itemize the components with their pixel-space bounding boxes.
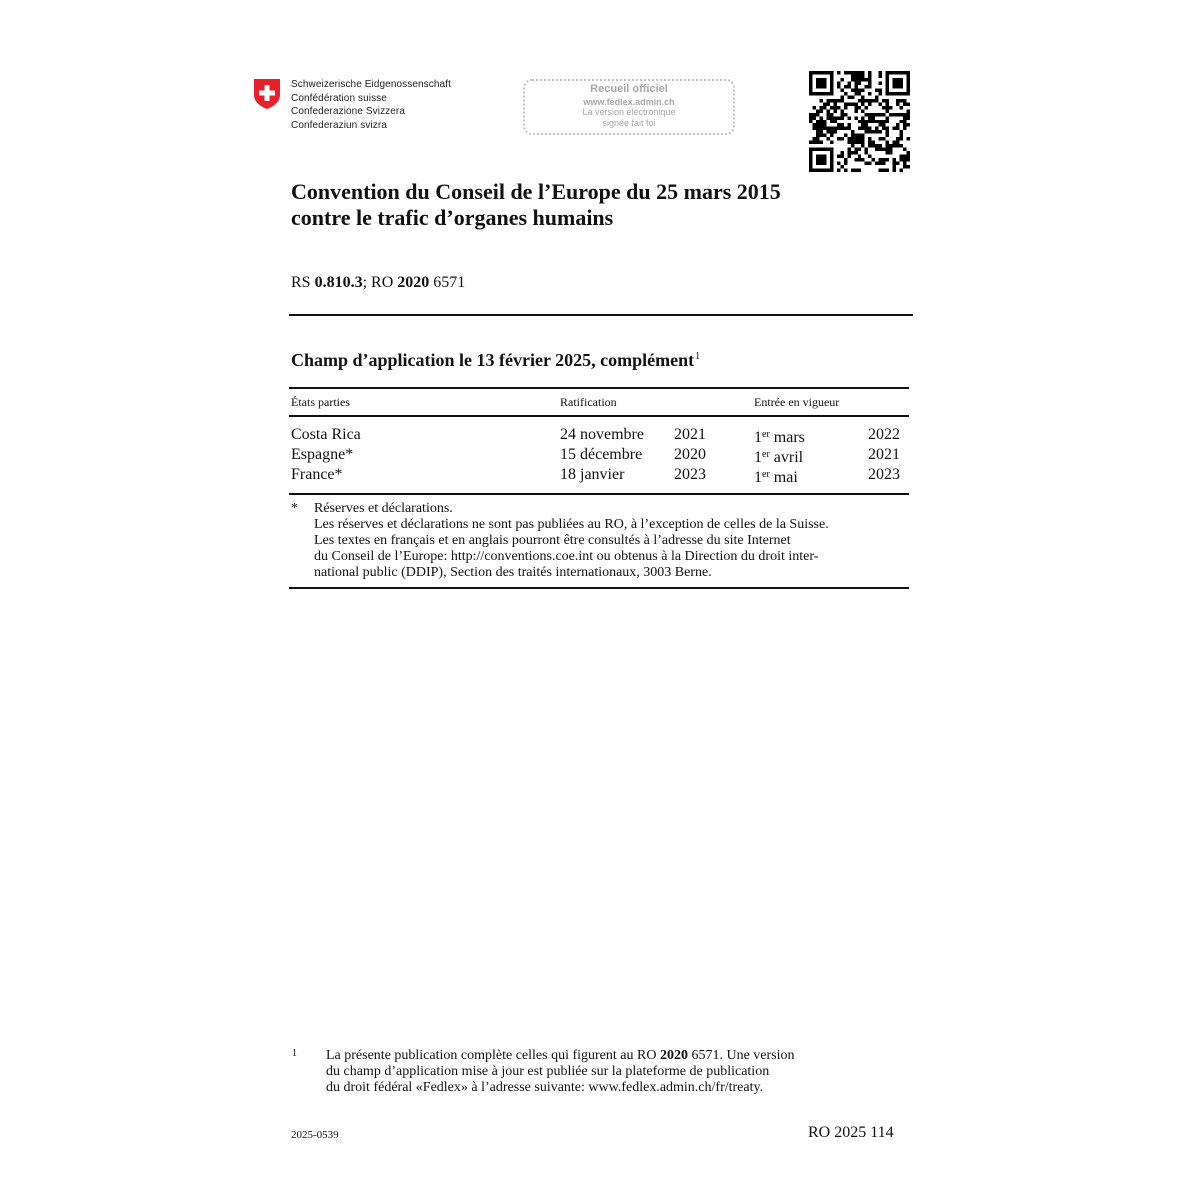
footnote-line-1: La présente publication complète celles qui figurent au RO 2020 6571. Une version — [326, 1048, 795, 1063]
note-line: Les réserves et déclarations ne sont pas publiées au RO, à l’exception de celles de la Suisse. — [314, 517, 829, 532]
table-row-ratification-date: 18 janvier — [560, 466, 625, 483]
table-top-rule — [289, 387, 909, 389]
table-row-ratification-year: 2021 — [674, 426, 706, 443]
title-line-1: Convention du Conseil de l’Europe du 25 mars 2015 — [291, 179, 781, 204]
table-row-entry-year: 2022 — [868, 426, 900, 443]
note-line: Réserves et déclarations. — [314, 501, 453, 516]
stamp-url: www.fedlex.admin.ch — [583, 97, 675, 107]
note-marker: * — [291, 501, 298, 516]
document-title — [291, 179, 781, 231]
swiss-cross-icon — [253, 78, 281, 110]
ro-page: 6571 — [429, 274, 466, 291]
scope-heading-text: Champ d’application le 13 février 2025, complément — [291, 350, 695, 370]
table-header-rule — [289, 415, 909, 417]
header-states: États parties — [291, 395, 350, 409]
table-bottom-rule — [289, 493, 909, 495]
stamp-title: Recueil officiel — [590, 83, 668, 95]
footnote-line-2: du champ d’application mise à jour est publiée sur la plateforme de publication — [326, 1064, 770, 1079]
ro-year: 2020 — [397, 274, 430, 291]
confederation-name-de: Schweizerische Eidgenossenschaft — [291, 79, 451, 90]
table-row-ratification-date: 15 décembre — [560, 446, 643, 463]
rs-prefix: RS — [291, 274, 315, 291]
table-row-entry-date: 1er mai — [754, 469, 798, 486]
footnote-number: 1 — [292, 1048, 297, 1059]
confederation-name-rm: Confederaziun svizra — [291, 119, 387, 131]
ro-reference: RO 2025 114 — [808, 1124, 894, 1141]
note-bottom-rule — [289, 587, 909, 589]
confederation-name-it: Confederazione Svizzera — [291, 106, 406, 117]
table-row-ratification-date: 24 novembre — [560, 426, 644, 443]
table-row-entry-year: 2021 — [868, 446, 900, 463]
scope-heading — [291, 350, 700, 371]
confederation-names — [291, 78, 451, 132]
header-entry: Entrée en vigueur — [754, 395, 840, 409]
table-row-ratification-year: 2023 — [674, 466, 706, 483]
table-row-entry-year: 2023 — [868, 466, 900, 483]
table-row-state: Costa Rica — [291, 426, 361, 443]
header-ratification: Ratification — [560, 395, 617, 409]
table-row-entry-date: 1er mars — [754, 429, 805, 446]
stamp-line-1: La version électronique — [582, 107, 676, 117]
footnote-line-3: du droit fédéral «Fedlex» à l’adresse suivante: www.fedlex.admin.ch/fr/treaty. — [326, 1080, 764, 1095]
divider — [289, 314, 913, 316]
note-line: du Conseil de l’Europe: http://conventions.coe.int ou obtenus à la Direction du droit inter- — [314, 549, 819, 564]
reference-line — [291, 274, 465, 292]
footnote-ref[interactable]: 1 — [695, 351, 701, 362]
rs-number: 0.810.3 — [314, 274, 363, 291]
table-row-state: France* — [291, 466, 343, 483]
official-collection-stamp — [523, 79, 735, 135]
note-line: Les textes en français et en anglais pourront être consultés à l’adresse du site Internet — [314, 533, 791, 548]
ro-separator: ; RO — [362, 274, 398, 291]
note-line: national public (DDIP), Section des traités internationaux, 3003 Berne. — [314, 565, 712, 580]
table-row-state: Espagne* — [291, 446, 354, 463]
stamp-line-2: signée fait foi — [602, 118, 656, 128]
document-id: 2025-0539 — [291, 1129, 339, 1141]
table-row-ratification-year: 2020 — [674, 446, 706, 463]
confederation-name-fr: Confédération suisse — [291, 92, 387, 104]
qr-code-icon — [809, 71, 910, 172]
table-row-entry-date: 1er avril — [754, 449, 804, 466]
title-line-2: contre le trafic d’organes humains — [291, 205, 614, 230]
